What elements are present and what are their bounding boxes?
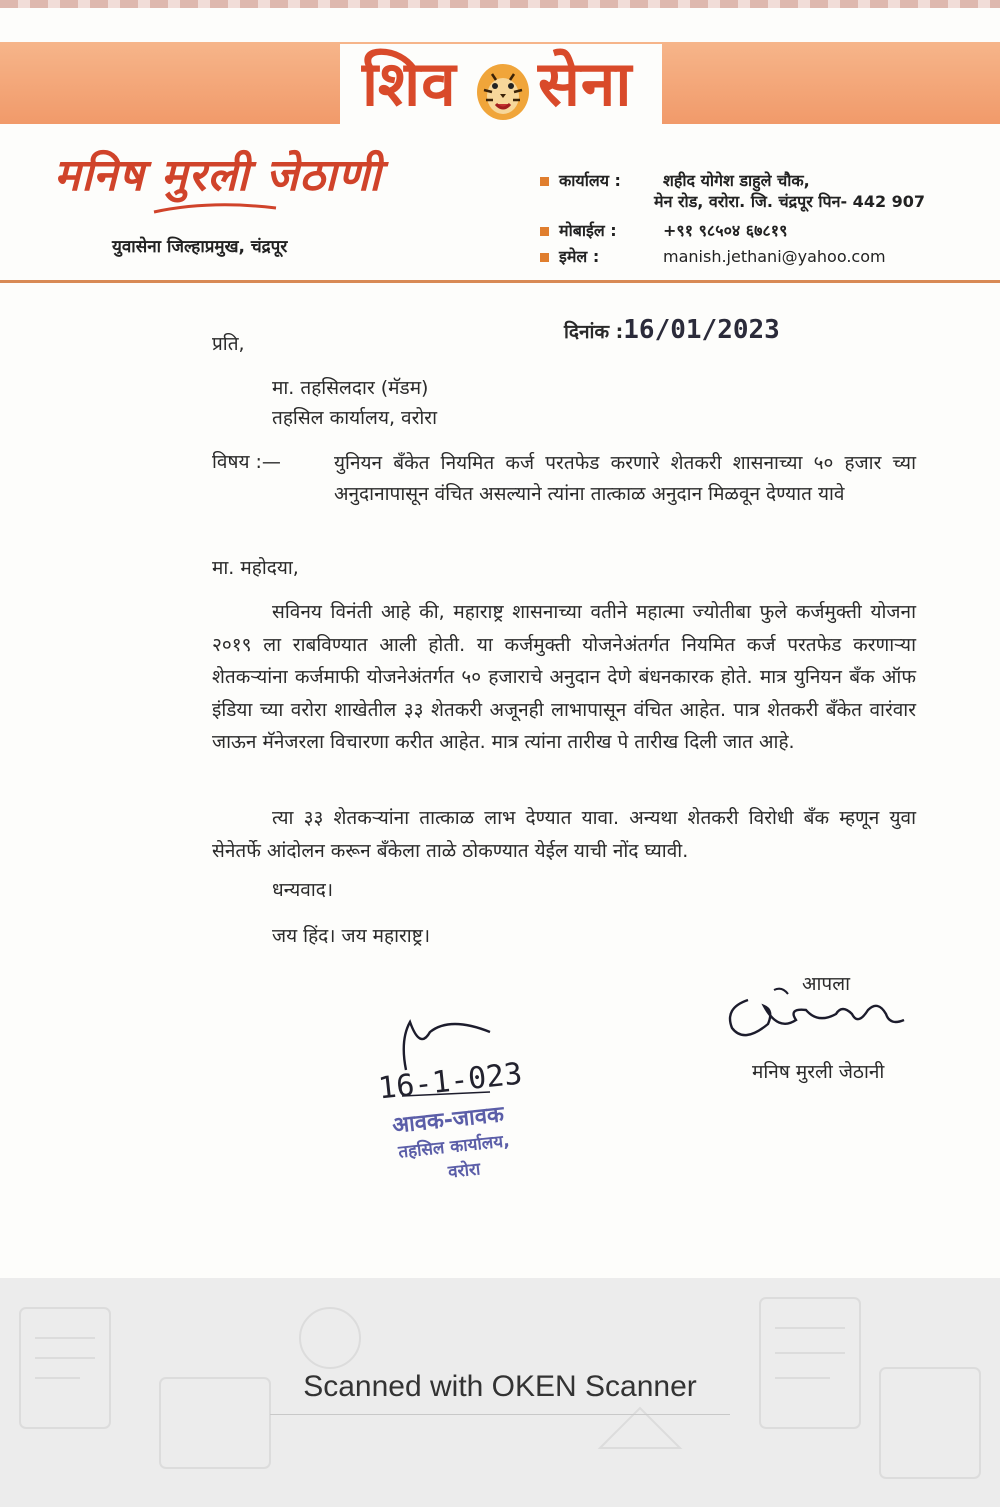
brand-sena: सेना xyxy=(538,47,633,120)
recipient-line2: तहसिल कार्यालय, वरोरा xyxy=(272,407,437,429)
contact-office xyxy=(540,170,810,192)
stamp-date-hand: 16-1-023 xyxy=(376,1056,524,1107)
mobile-label: मोबाईल : xyxy=(559,221,617,240)
letterhead-divider xyxy=(0,280,1000,283)
signature-image xyxy=(718,980,918,1050)
thanks: धन्यवाद। xyxy=(272,879,334,901)
designation: युवासेना जिल्हाप्रमुख, चंद्रपूर xyxy=(112,237,288,257)
email-value: manish.jethani@yahoo.com xyxy=(663,247,886,266)
sign-name: मनिष मुरली जेठानी xyxy=(752,1061,885,1083)
date-value: 16/01/2023 xyxy=(623,315,780,345)
yours: आपला xyxy=(802,973,851,995)
brand-shiv: शिव xyxy=(362,47,457,120)
tiger-logo-icon xyxy=(474,60,532,122)
stamp-line2: तहसिल कार्यालय, xyxy=(397,1131,511,1163)
para1-text: सविनय विनंती आहे की, महाराष्ट्र शासनाच्या वतीने महात्मा ज्योतीबा फुले कर्जमुक्ती योजना २०१९ ला राबविण्यात आली होती. या कर्जमुक्ती योजनेअंतर्गत नियमित कर्ज परतफेड करणाऱ्या शेतकऱ्यांना कर्जमाफी योजनेअंतर्गत ५० हजाराचे अनुदान देणे बंधनकारक होते. मात्र युनियन बॅंक ऑफ इंडिया च्या वरोरा शाखेतील ३३ शेतकरी अजूनही लाभापासून वंचित आहेत. पात्र शेतकरी बॅंकेत वारंवार जाऊन मॅनेजरला विचारणा करीत आहेत. मात्र त्यांना तारीख पे तारीख दिली जात आहे. xyxy=(212,601,916,753)
scanner-watermark: Scanned with OKEN Scanner xyxy=(303,1370,697,1403)
contact-email xyxy=(540,246,886,268)
letterhead-name: मनिष मुरली जेठाणी xyxy=(54,150,382,201)
subject-text: युनियन बॅंकेत नियमित कर्ज परतफेड करणारे शेतकरी शासनाच्या ५० हजार च्या अनुदानापासून वंचित असल्याने त्यांना तात्काळ अनुदान मिळवून देण्यात यावे xyxy=(334,452,916,505)
office-line1: शहीद योगेश डाहुले चौक, xyxy=(663,171,810,190)
date-line xyxy=(564,316,780,346)
closing: जय हिंद। जय महाराष्ट्र। xyxy=(272,925,431,947)
stamp-line3: वरोरा xyxy=(447,1159,482,1183)
footer-underline xyxy=(270,1414,730,1415)
office-line2: मेन रोड, वरोरा. जि. चंद्रपूर पिन- 442 907 xyxy=(654,192,926,211)
to-line: प्रति, xyxy=(212,333,245,355)
stamp-line1: आवक-जावक xyxy=(391,1102,506,1139)
recipient-line1: मा. तहसिलदार (मॅडम) xyxy=(272,377,429,399)
top-decorative-strip xyxy=(0,0,1000,8)
mobile-value: +९१ ९८५०४ ६७८१९ xyxy=(663,221,788,240)
name-underline-swash xyxy=(150,198,280,220)
office-label: कार्यालय : xyxy=(559,171,621,190)
body-paragraph-1 xyxy=(212,596,916,759)
date-label: दिनांक : xyxy=(564,321,624,343)
contact-mobile xyxy=(540,220,787,242)
bullet-icon xyxy=(540,177,549,186)
subject-label: विषय :— xyxy=(212,451,281,473)
email-label: इमेल : xyxy=(559,247,600,266)
bullet-icon xyxy=(540,227,549,236)
para2-text: त्या ३३ शेतकऱ्यांना तात्काळ लाभ देण्यात यावा. अन्यथा शेतकरी विरोधी बॅंक म्हणून युवा सेनेतर्फे आंदोलन करून बॅंकेला ताळे ठोकण्यात येईल याची नोंद घ्यावी. xyxy=(212,807,916,862)
body-paragraph-2 xyxy=(212,802,916,867)
bullet-icon xyxy=(540,253,549,262)
salutation: मा. महोदया, xyxy=(212,557,299,579)
